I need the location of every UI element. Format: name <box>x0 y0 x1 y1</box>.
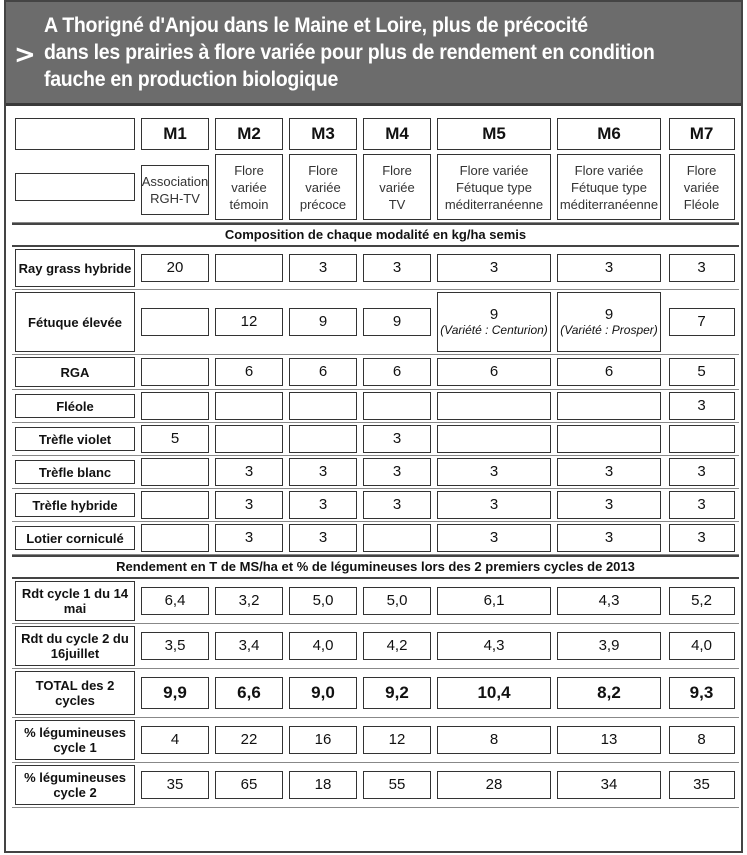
column-code-cell <box>360 116 434 152</box>
cell-value <box>141 308 209 336</box>
row-label: Rdt cycle 1 du 14 mai <box>15 581 135 621</box>
value-cell <box>664 669 739 718</box>
description-line: méditerranéenne <box>444 196 544 212</box>
value-cell <box>360 763 434 808</box>
cell-value: 3 <box>215 458 283 486</box>
cell-value: 3 <box>437 491 551 519</box>
value-cell <box>286 669 360 718</box>
value-cell <box>664 522 739 555</box>
cell-value: 6,6 <box>215 677 283 709</box>
row-label-cell <box>12 355 138 390</box>
row-label-cell <box>12 763 138 808</box>
cell-value: 3 <box>557 491 661 519</box>
cell-value: 34 <box>557 771 661 799</box>
value-cell <box>212 718 286 763</box>
column-description-cell <box>434 152 554 223</box>
cell-value <box>289 392 357 420</box>
value-cell <box>554 718 664 763</box>
value-cell <box>554 624 664 669</box>
cell-value <box>437 292 551 352</box>
cell-value <box>215 254 283 282</box>
column-description <box>215 154 283 220</box>
value-cell <box>286 579 360 624</box>
cell-value: 20 <box>141 254 209 282</box>
description-line: Flore <box>686 162 717 178</box>
cell-value: 9,2 <box>363 677 431 709</box>
column-code: M5 <box>437 118 551 150</box>
table-row <box>12 624 739 669</box>
cell-value: 3 <box>289 254 357 282</box>
cell-value: 5,0 <box>289 587 357 615</box>
column-code: M1 <box>141 118 209 150</box>
value-cell <box>212 423 286 456</box>
column-description-cell <box>664 152 739 223</box>
value-cell <box>138 522 212 555</box>
cell-value: 13 <box>557 726 661 754</box>
value-cell <box>434 763 554 808</box>
cell-value <box>141 458 209 486</box>
value-cell <box>664 355 739 390</box>
value-cell <box>138 423 212 456</box>
value-cell <box>138 489 212 522</box>
cell-value: 3 <box>363 425 431 453</box>
value-cell <box>664 247 739 290</box>
cell-value: 3 <box>437 458 551 486</box>
value-cell <box>664 290 739 355</box>
column-description <box>557 154 661 220</box>
table-row <box>12 489 739 522</box>
cell-value: 8,2 <box>557 677 661 709</box>
header-divider <box>6 103 741 106</box>
value-cell <box>360 669 434 718</box>
cell-value: 4,2 <box>363 632 431 660</box>
cell-value <box>141 524 209 552</box>
value-cell <box>212 669 286 718</box>
section-title: Composition de chaque modalité en kg/ha semis <box>12 223 739 247</box>
table-row <box>12 423 739 456</box>
column-code-cell <box>138 116 212 152</box>
value-cell <box>554 489 664 522</box>
cell-value <box>215 425 283 453</box>
cell-value: 22 <box>215 726 283 754</box>
value-cell <box>286 522 360 555</box>
column-description-cell <box>138 152 212 223</box>
column-code: M7 <box>669 118 735 150</box>
cell-value: 8 <box>437 726 551 754</box>
value-cell <box>554 355 664 390</box>
row-label-cell <box>12 522 138 555</box>
value-cell <box>138 390 212 423</box>
value-cell <box>138 763 212 808</box>
column-code-cell <box>664 116 739 152</box>
description-line: Flore <box>382 162 412 178</box>
value-cell <box>212 390 286 423</box>
value-cell <box>554 456 664 489</box>
corner-cell <box>12 116 138 152</box>
row-label: RGA <box>15 357 135 387</box>
value-cell <box>286 763 360 808</box>
row-label: Fétuque élevée <box>15 292 135 352</box>
column-description <box>289 154 357 220</box>
cell-value: 3 <box>669 524 735 552</box>
value-cell <box>434 355 554 390</box>
cell-value: 3 <box>363 491 431 519</box>
description-line: précoce <box>299 196 347 212</box>
value-cell <box>554 669 664 718</box>
cell-value: 9,0 <box>289 677 357 709</box>
table-row <box>12 579 739 624</box>
value-cell <box>664 624 739 669</box>
row-label: Fléole <box>15 394 135 418</box>
figure-title <box>44 12 686 93</box>
row-label: Trèfle blanc <box>15 460 135 484</box>
value-cell <box>664 456 739 489</box>
cell-value: 6,1 <box>437 587 551 615</box>
cell-value: 3 <box>557 524 661 552</box>
value-cell <box>664 718 739 763</box>
value-cell <box>138 718 212 763</box>
value-cell <box>434 718 554 763</box>
row-label: Trèfle hybride <box>15 493 135 517</box>
value-cell <box>212 579 286 624</box>
value-cell <box>434 522 554 555</box>
value-cell <box>138 290 212 355</box>
row-label-cell <box>12 290 138 355</box>
cell-value <box>557 292 661 352</box>
cell-value: 5,0 <box>363 587 431 615</box>
value-cell <box>360 718 434 763</box>
value-cell <box>138 456 212 489</box>
value-cell <box>360 522 434 555</box>
value-cell <box>138 624 212 669</box>
cell-value: 9,9 <box>141 677 209 709</box>
value-cell <box>360 247 434 290</box>
description-line: TV <box>388 196 406 212</box>
cell-value: 3,5 <box>141 632 209 660</box>
row-label-cell <box>12 579 138 624</box>
table-row <box>12 522 739 555</box>
cell-value: 35 <box>669 771 735 799</box>
value-cell <box>286 247 360 290</box>
cell-number: 9 <box>489 305 499 323</box>
column-description-row <box>12 152 739 223</box>
value-cell <box>360 624 434 669</box>
arrow-icon: > <box>14 40 36 70</box>
cell-value: 6 <box>363 358 431 386</box>
value-cell <box>434 456 554 489</box>
variety-note: (Variété : Prosper) <box>560 322 658 337</box>
yield-section-header <box>12 555 739 579</box>
value-cell <box>360 290 434 355</box>
row-label-cell <box>12 624 138 669</box>
cell-value: 4,0 <box>669 632 735 660</box>
row-label: TOTAL des 2 cycles <box>15 671 135 715</box>
description-line: Flore variée <box>459 162 529 178</box>
column-description-cell <box>212 152 286 223</box>
cell-value: 10,4 <box>437 677 551 709</box>
description-line: Flore <box>234 162 264 178</box>
value-cell <box>360 579 434 624</box>
cell-value: 4,0 <box>289 632 357 660</box>
cell-value: 3 <box>669 458 735 486</box>
cell-value: 3 <box>437 524 551 552</box>
cell-value: 9,3 <box>669 677 735 709</box>
cell-value: 6,4 <box>141 587 209 615</box>
cell-value: 16 <box>289 726 357 754</box>
description-line: variée <box>305 179 341 195</box>
value-cell <box>212 355 286 390</box>
cell-value <box>141 358 209 386</box>
value-cell <box>664 763 739 808</box>
column-description-cell <box>360 152 434 223</box>
row-label: Lotier corniculé <box>15 526 135 550</box>
value-cell <box>434 290 554 355</box>
cell-value: 9 <box>363 308 431 336</box>
table-row <box>12 669 739 718</box>
cell-value: 7 <box>669 308 735 336</box>
description-line: RGH-TV <box>150 191 200 206</box>
cell-value: 3 <box>669 254 735 282</box>
value-cell <box>434 247 554 290</box>
cell-value: 4 <box>141 726 209 754</box>
value-cell <box>360 489 434 522</box>
value-cell <box>360 423 434 456</box>
cell-value: 6 <box>289 358 357 386</box>
cell-value: 3 <box>557 458 661 486</box>
value-cell <box>360 355 434 390</box>
composition-section-header <box>12 223 739 247</box>
value-cell <box>286 423 360 456</box>
column-description-cell <box>286 152 360 223</box>
value-cell <box>286 355 360 390</box>
description-line: variée <box>683 179 720 195</box>
cell-value: 12 <box>363 726 431 754</box>
cell-value <box>437 392 551 420</box>
cell-value: 3 <box>289 458 357 486</box>
cell-value: 3 <box>669 392 735 420</box>
row-label-cell <box>12 390 138 423</box>
value-cell <box>138 669 212 718</box>
table-row <box>12 247 739 290</box>
cell-value: 3,4 <box>215 632 283 660</box>
row-label: Ray grass hybride <box>15 249 135 287</box>
cell-value: 3 <box>557 254 661 282</box>
value-cell <box>286 718 360 763</box>
description-line: variée <box>231 179 267 195</box>
table-row <box>12 456 739 489</box>
cell-value: 8 <box>669 726 735 754</box>
description-line: Fétuque type <box>571 179 647 195</box>
table-row <box>12 355 739 390</box>
value-cell <box>212 763 286 808</box>
cell-value: 3 <box>669 491 735 519</box>
cell-value: 5 <box>669 358 735 386</box>
cell-value <box>669 425 735 453</box>
description-line: méditerranéenne <box>559 196 659 212</box>
value-cell <box>212 624 286 669</box>
value-cell <box>286 390 360 423</box>
table-row <box>12 290 739 355</box>
column-code: M6 <box>557 118 661 150</box>
cell-value <box>363 392 431 420</box>
row-label-cell <box>12 489 138 522</box>
cell-value <box>141 392 209 420</box>
variety-note: (Variété : Centurion) <box>440 322 548 337</box>
cell-value: 3 <box>363 458 431 486</box>
cell-value: 3 <box>437 254 551 282</box>
value-cell <box>434 669 554 718</box>
cell-value: 5 <box>141 425 209 453</box>
value-cell <box>212 247 286 290</box>
cell-value: 35 <box>141 771 209 799</box>
value-cell <box>434 423 554 456</box>
column-code: M4 <box>363 118 431 150</box>
cell-value: 3,2 <box>215 587 283 615</box>
figure-header <box>6 2 741 106</box>
value-cell <box>554 522 664 555</box>
cell-value: 3 <box>215 524 283 552</box>
cell-value <box>141 491 209 519</box>
cell-value: 18 <box>289 771 357 799</box>
column-description <box>141 165 209 215</box>
value-cell <box>554 423 664 456</box>
value-cell <box>212 489 286 522</box>
value-cell <box>212 522 286 555</box>
table-row <box>12 718 739 763</box>
row-label-cell <box>12 247 138 290</box>
cell-value: 9 <box>289 308 357 336</box>
value-cell <box>664 489 739 522</box>
cell-value: 55 <box>363 771 431 799</box>
column-code: M2 <box>215 118 283 150</box>
cell-value: 6 <box>437 358 551 386</box>
cell-value: 28 <box>437 771 551 799</box>
value-cell <box>554 579 664 624</box>
title-line-1: A Thorigné d'Anjou dans le Maine et Loire, plus de précocité <box>44 14 588 37</box>
description-line: Fléole <box>683 196 720 212</box>
empty-corner-box <box>15 118 135 150</box>
data-table <box>12 116 739 808</box>
value-cell <box>554 390 664 423</box>
cell-value: 3,9 <box>557 632 661 660</box>
cell-value: 65 <box>215 771 283 799</box>
column-description-cell <box>554 152 664 223</box>
empty-corner-box <box>15 173 135 201</box>
column-description <box>669 154 735 220</box>
value-cell <box>360 456 434 489</box>
cell-value <box>557 392 661 420</box>
cell-value <box>363 524 431 552</box>
column-code-cell <box>554 116 664 152</box>
row-label-cell <box>12 423 138 456</box>
cell-value: 6 <box>557 358 661 386</box>
description-line: Flore variée <box>574 162 644 178</box>
value-cell <box>286 489 360 522</box>
description-line: variée <box>379 179 415 195</box>
row-label: Trèfle violet <box>15 427 135 451</box>
value-cell <box>434 489 554 522</box>
cell-value: 5,2 <box>669 587 735 615</box>
column-code-cell <box>434 116 554 152</box>
value-cell <box>212 456 286 489</box>
description-line: Association <box>141 174 209 189</box>
value-cell <box>664 579 739 624</box>
cell-value: 3 <box>363 254 431 282</box>
cell-value: 4,3 <box>557 587 661 615</box>
value-cell <box>138 355 212 390</box>
value-cell <box>664 423 739 456</box>
value-cell <box>554 247 664 290</box>
cell-number: 9 <box>604 305 614 323</box>
column-description <box>363 154 431 220</box>
value-cell <box>286 456 360 489</box>
corner-cell <box>12 152 138 223</box>
value-cell <box>138 579 212 624</box>
cell-value <box>557 425 661 453</box>
row-label-cell <box>12 718 138 763</box>
figure-frame <box>4 0 743 853</box>
cell-value: 12 <box>215 308 283 336</box>
value-cell <box>286 624 360 669</box>
description-line: Fétuque type <box>456 179 532 195</box>
value-cell <box>434 624 554 669</box>
row-label: % légumineuses cycle 2 <box>15 765 135 805</box>
value-cell <box>360 390 434 423</box>
cell-value <box>437 425 551 453</box>
description-line: Flore <box>308 162 338 178</box>
value-cell <box>212 290 286 355</box>
cell-value: 3 <box>215 491 283 519</box>
value-cell <box>554 763 664 808</box>
title-line-3: fauche en production biologique <box>44 68 339 91</box>
cell-value: 6 <box>215 358 283 386</box>
column-code-cell <box>286 116 360 152</box>
section-title: Rendement en T de MS/ha et % de légumineuses lors des 2 premiers cycles de 2013 <box>12 555 739 579</box>
value-cell <box>138 247 212 290</box>
value-cell <box>286 290 360 355</box>
cell-value <box>215 392 283 420</box>
cell-value: 3 <box>289 524 357 552</box>
row-label-cell <box>12 456 138 489</box>
value-cell <box>554 290 664 355</box>
table-row <box>12 390 739 423</box>
table-row <box>12 763 739 808</box>
value-cell <box>664 390 739 423</box>
row-label: % légumineuses cycle 1 <box>15 720 135 760</box>
value-cell <box>434 579 554 624</box>
description-line: témoin <box>229 196 269 212</box>
column-code: M3 <box>289 118 357 150</box>
row-label: Rdt du cycle 2 du 16juillet <box>15 626 135 666</box>
row-label-cell <box>12 669 138 718</box>
title-line-2: dans les prairies à flore variée pour plus de rendement en condition <box>44 41 655 64</box>
cell-value: 3 <box>289 491 357 519</box>
column-description <box>437 154 551 220</box>
cell-value: 4,3 <box>437 632 551 660</box>
value-cell <box>434 390 554 423</box>
cell-value <box>289 425 357 453</box>
column-code-cell <box>212 116 286 152</box>
column-header-row <box>12 116 739 152</box>
